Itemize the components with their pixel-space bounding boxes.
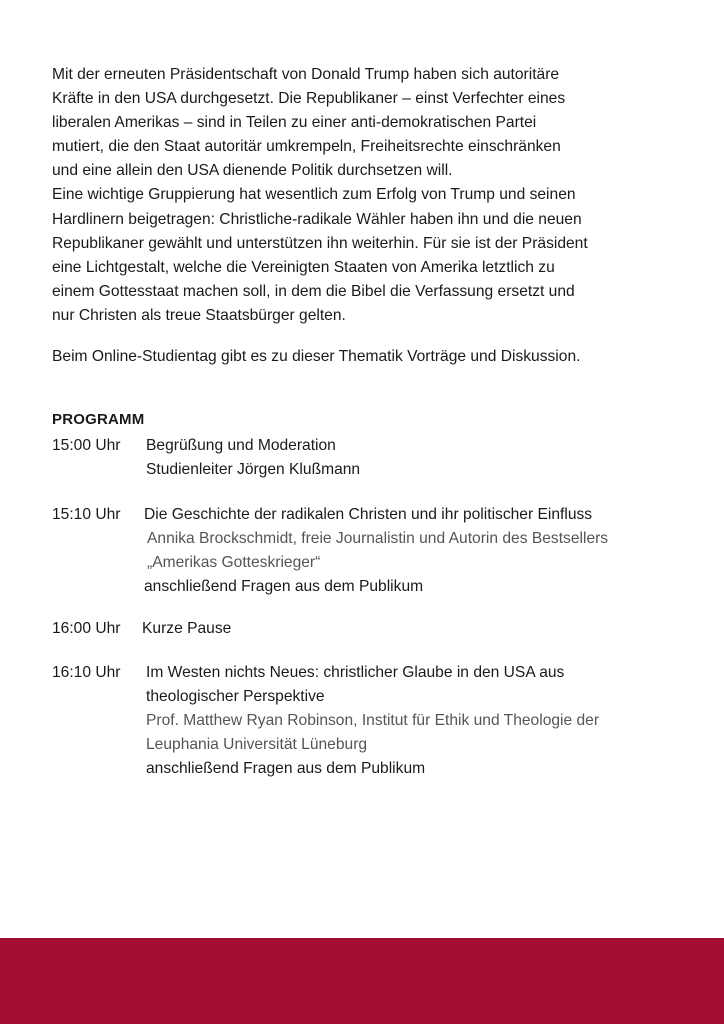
slot-title: Kurze Pause: [142, 620, 232, 637]
closing-sentence: Beim Online-Studientag gibt es zu dieser Thematik Vorträge und Diskussion.: [52, 348, 581, 365]
slot-body: [146, 434, 360, 482]
intro-line: nur Christen als treue Staatsbürger gelten.: [52, 306, 346, 324]
intro-line: eine Lichtgestalt, welche die Vereinigten Staaten von Amerika letztlich zu: [52, 258, 555, 276]
slot-time: 16:00 Uhr: [52, 620, 121, 637]
slot-body: [142, 617, 231, 641]
intro-line: einem Gottesstaat machen soll, in dem die Bibel die Verfassung ersetzt und: [52, 282, 575, 300]
slot-speaker: Leuphania Universität Lüneburg: [146, 736, 368, 753]
slot-note: anschließend Fragen aus dem Publikum: [146, 760, 426, 777]
slot-time: 15:00 Uhr: [52, 437, 121, 454]
program-heading: PROGRAMM: [52, 411, 145, 428]
slot-time: 15:10 Uhr: [52, 506, 121, 523]
intro-line: Hardlinern beigetragen: Christliche-radikale Wähler haben ihn und die neuen: [52, 210, 582, 228]
slot-speaker: Prof. Matthew Ryan Robinson, Institut für Ethik und Theologie der: [146, 712, 600, 729]
intro-paragraph: [52, 63, 672, 328]
slot-speaker: „Amerikas Gotteskrieger“: [147, 554, 321, 571]
intro-line: liberalen Amerikas – sind in Teilen zu einer anti-demokratischen Partei: [52, 114, 537, 132]
slot-note: anschließend Fragen aus dem Publikum: [144, 578, 424, 595]
intro-line: Mit der erneuten Präsidentschaft von Donald Trump haben sich autoritäre: [52, 66, 560, 83]
intro-line: Republikaner gewählt und unterstützen ihn weiterhin. Für sie ist der Präsident: [52, 234, 588, 252]
footer-band: [0, 938, 724, 1024]
slot-title: Studienleiter Jörgen Klußmann: [146, 461, 361, 478]
slot-title: Begrüßung und Moderation: [146, 437, 336, 454]
slot-title: theologischer Perspektive: [146, 688, 325, 705]
slot-speaker: Annika Brockschmidt, freie Journalistin und Autorin des Bestsellers: [147, 530, 609, 547]
intro-line: Kräfte in den USA durchgesetzt. Die Republikaner – einst Verfechter eines: [52, 90, 566, 108]
slot-body: [144, 503, 608, 599]
slot-title: Die Geschichte der radikalen Christen und ihr politischer Einfluss: [144, 506, 593, 523]
slot-time: 16:10 Uhr: [52, 664, 121, 681]
slot-title: Im Westen nichts Neues: christlicher Glaube in den USA aus: [146, 664, 565, 681]
intro-line: und eine allein den USA dienende Politik durchsetzen will.: [52, 162, 453, 180]
intro-line: Eine wichtige Gruppierung hat wesentlich zum Erfolg von Trump und seinen: [52, 186, 576, 204]
slot-body: [146, 661, 599, 781]
intro-line: mutiert, die den Staat autoritär umkrempeln, Freiheitsrechte einschränken: [52, 138, 561, 156]
